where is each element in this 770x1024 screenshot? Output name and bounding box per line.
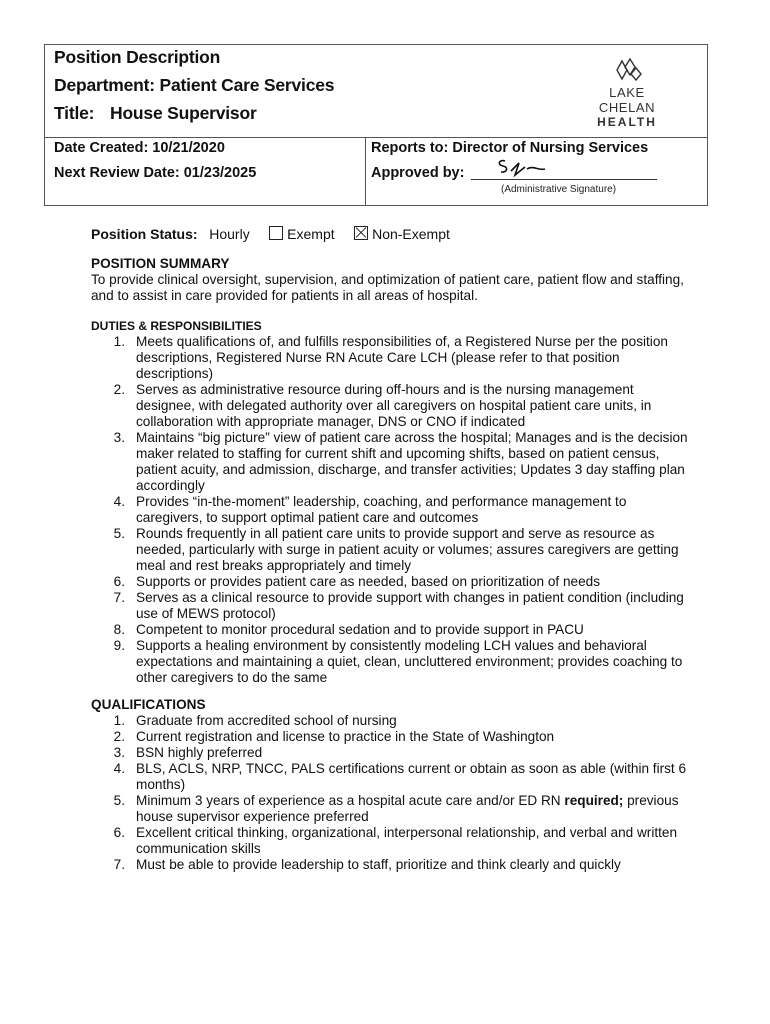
exempt-checkbox[interactable] (269, 226, 283, 240)
position-summary (91, 256, 691, 304)
header-top (45, 45, 707, 138)
qualification-text: Minimum 3 years of experience as a hospital acute care and/or ED RN (136, 793, 561, 808)
non-exempt-label: Non-Exempt (372, 226, 450, 242)
department: Department: Patient Care Services (54, 75, 335, 95)
list-number: 6. (113, 825, 125, 840)
doc-type-title: Position Description (54, 47, 221, 67)
qualification-text: Current registration and license to practice in the State of Washington (136, 729, 555, 744)
duties-heading: DUTIES & RESPONSIBILITIES (91, 319, 262, 333)
meta-divider (365, 137, 366, 205)
list-number: 5. (113, 526, 125, 541)
qualifications-list (91, 713, 691, 873)
reports-to: Reports to: Director of Nursing Services (371, 140, 649, 156)
duty-text: Serves as a clinical resource to provide support with changes in patient condition (including use of MEWS protocol) (136, 590, 684, 621)
duty-text: Supports or provides patient care as needed, based on prioritization of needs (136, 574, 600, 589)
duty-text: Meets qualifications of, and fulfills responsibilities of, a Registered Nurse per the position descriptions, Registered Nurse RN Acute Care LCH (please refer to that position descriptions) (136, 334, 668, 381)
qualification-text: BSN highly preferred (136, 745, 263, 760)
list-number: 4. (113, 494, 125, 509)
qualifications-heading: QUALIFICATIONS (91, 697, 206, 712)
signature-caption: (Administrative Signature) (501, 184, 617, 195)
required-emphasis: required; (560, 793, 628, 808)
qualification-text: BLS, ACLS, NRP, TNCC, PALS certifications current or obtain as soon as able (within first 6 months) (136, 761, 687, 792)
duty-text: Serves as administrative resource during off-hours and is the nursing management designee, with delegated authority over all caregivers on hospital patient care units, in collaboration with appropriate manager, DNS or CNO if indicated (136, 382, 652, 429)
next-review-date: Next Review Date: 01/23/2025 (54, 165, 257, 181)
logo-line1: LAKE CHELAN (598, 85, 656, 115)
list-number: 9. (113, 638, 125, 653)
qualification-item (91, 713, 691, 729)
logo-line2: HEALTH (597, 115, 657, 129)
list-number: 2. (113, 729, 125, 744)
duties-list (91, 334, 691, 686)
qualifications-section (91, 697, 691, 873)
qualification-text: Excellent critical thinking, organizational, interpersonal relationship, and verbal and written communication skills (136, 825, 678, 856)
position-status (91, 226, 450, 242)
duty-item (91, 574, 691, 590)
duties-section (91, 318, 691, 686)
job-title (54, 103, 257, 124)
list-number: 5. (113, 793, 125, 808)
list-number: 1. (113, 713, 125, 728)
duty-text: Competent to monitor procedural sedation and to provide support in PACU (136, 622, 584, 637)
list-number: 1. (113, 334, 125, 349)
duty-item (91, 638, 691, 686)
status-label: Position Status: (91, 226, 198, 242)
summary-heading: POSITION SUMMARY (91, 256, 230, 271)
duty-item (91, 526, 691, 574)
duty-item (91, 622, 691, 638)
duty-item (91, 590, 691, 622)
duty-text: Maintains “big picture” view of patient care across the hospital; Manages and is the decision maker related to staffing for current shift and upcoming shifts, based on patient census, patient acuity, and admission, discharge, and transfer activities; Updates 3 day staffing plan accordingly (136, 430, 688, 493)
non-exempt-checkbox[interactable] (354, 226, 368, 240)
exempt-label: Exempt (287, 226, 335, 242)
approved-by-label: Approved by: (371, 165, 465, 181)
duty-text: Provides “in-the-moment” leadership, coaching, and performance management to caregivers, to support optimal patient care and outcomes (136, 494, 627, 525)
list-number: 8. (113, 622, 125, 637)
list-number: 4. (113, 761, 125, 776)
duty-item (91, 430, 691, 494)
qualification-tail: previous house supervisor experience preferred (136, 793, 679, 824)
duty-item (91, 494, 691, 526)
status-value: Hourly (209, 226, 250, 242)
lake-chelan-health-logo (579, 57, 675, 129)
document-header (44, 44, 708, 206)
qualification-item (91, 825, 691, 857)
date-created: Date Created: 10/21/2020 (54, 140, 225, 156)
list-number: 7. (113, 857, 125, 872)
list-number: 3. (113, 745, 125, 760)
title-value: House Supervisor (110, 103, 257, 123)
summary-text: To provide clinical oversight, supervision, and optimization of patient care, patient flow and staffing, and to assist in care provided for patients in all areas of hospital. (91, 272, 684, 303)
list-number: 7. (113, 590, 125, 605)
duty-item (91, 382, 691, 430)
header-meta (45, 137, 707, 205)
title-label: Title: (54, 103, 95, 123)
duty-item (91, 334, 691, 382)
leaf-mark-icon (610, 57, 644, 83)
list-number: 6. (113, 574, 125, 589)
signature-line (471, 179, 657, 180)
qualification-text: Must be able to provide leadership to staff, prioritize and think clearly and quickly (136, 857, 621, 872)
signature-mark (485, 157, 555, 181)
list-number: 3. (113, 430, 125, 445)
duty-text: Rounds frequently in all patient care units to provide support and serve as resource as needed, particularly with surge in patient acuity or volumes; assures caregivers are getting meal and rest breaks appropriately and timely (136, 526, 679, 573)
list-number: 2. (113, 382, 125, 397)
qualification-item (91, 857, 691, 873)
qualification-item (91, 761, 691, 793)
qualification-text: Graduate from accredited school of nursing (136, 713, 397, 728)
qualification-item (91, 745, 691, 761)
qualification-item (91, 793, 691, 825)
duty-text: Supports a healing environment by consistently modeling LCH values and behavioral expectations and maintaining a quiet, clean, uncluttered environment; provides coaching to other caregivers to do the same (136, 638, 683, 685)
qualification-item (91, 729, 691, 745)
